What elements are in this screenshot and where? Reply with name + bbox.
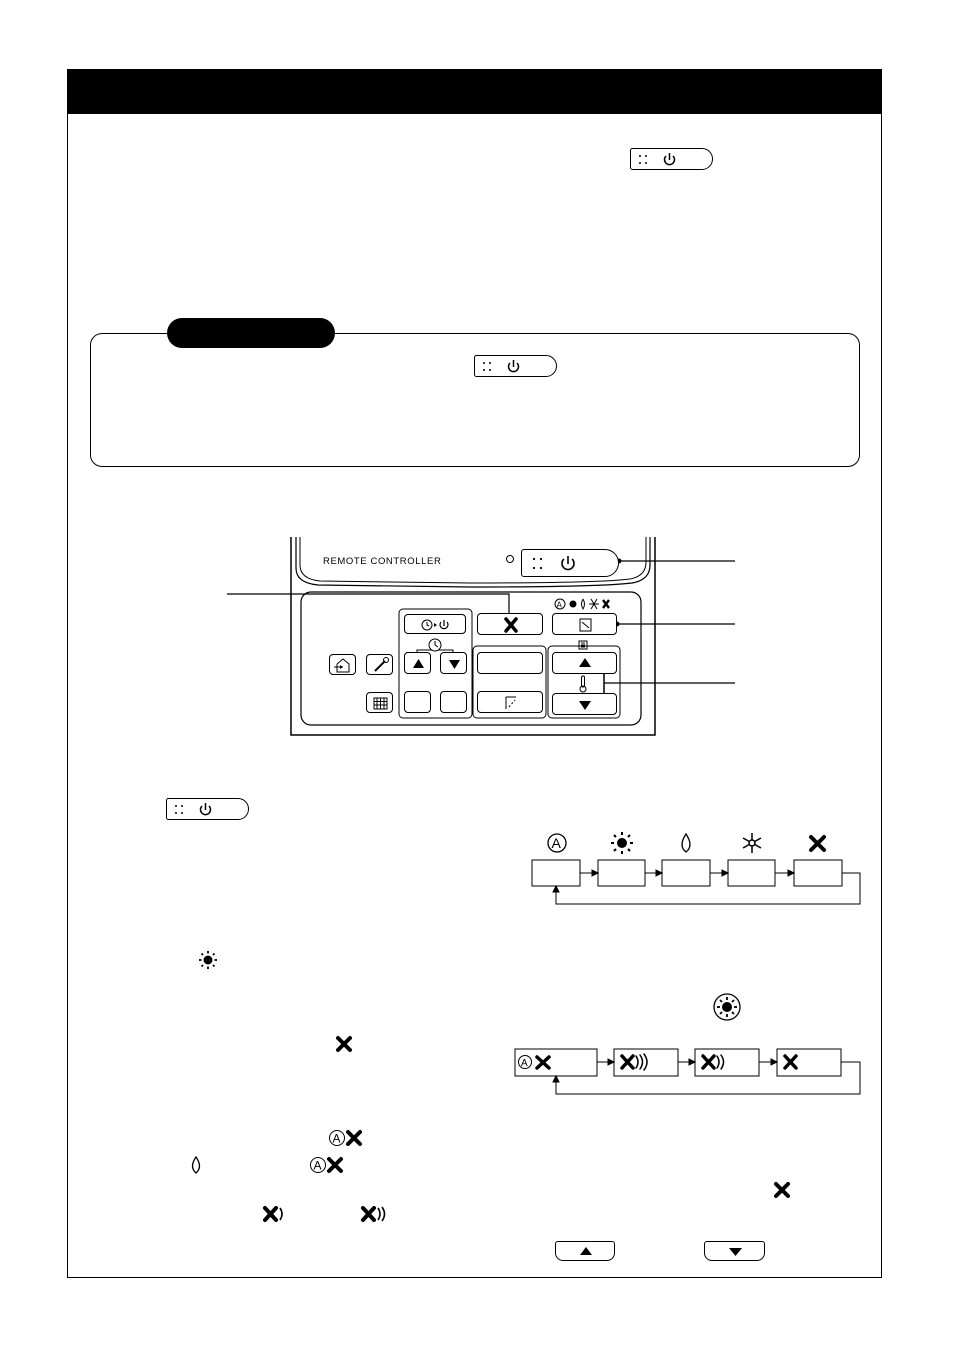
remote-controller-label: REMOTE CONTROLLER — [323, 556, 442, 567]
up-button-icon — [555, 1241, 615, 1261]
svg-text:A: A — [332, 1131, 341, 1146]
svg-text:A: A — [556, 600, 562, 610]
down-button-icon — [704, 1241, 765, 1261]
fan-icon — [772, 1180, 792, 1200]
auto-fan-icon — [328, 1128, 364, 1148]
medium-fan-icon — [262, 1203, 288, 1225]
svg-text:A: A — [551, 835, 561, 851]
auto-fan-icon — [309, 1155, 345, 1175]
dry-icon — [188, 1155, 204, 1175]
svg-text:A: A — [313, 1158, 322, 1173]
high-fan-icon — [360, 1203, 390, 1225]
svg-text:A: A — [521, 1058, 528, 1069]
